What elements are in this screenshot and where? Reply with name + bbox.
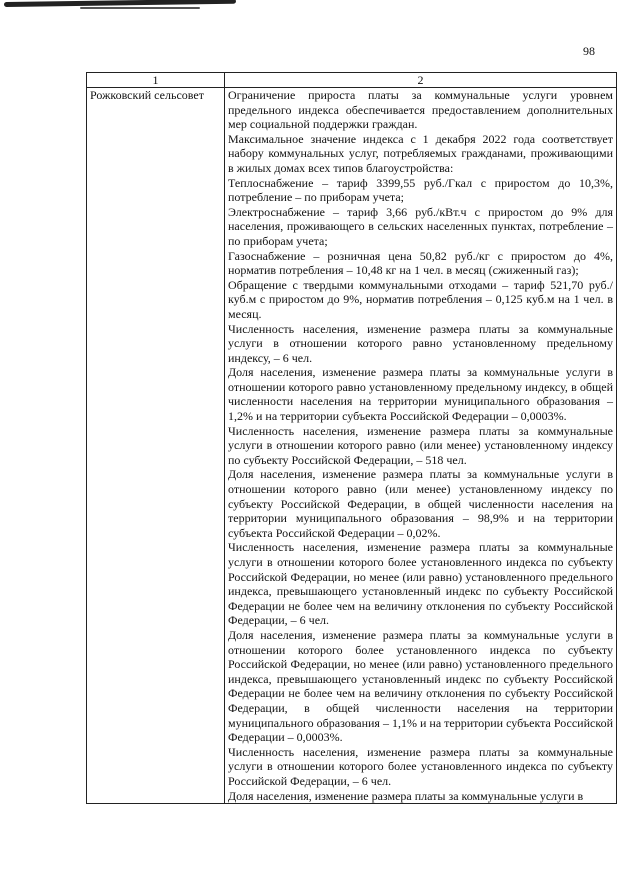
- paragraph-heat: Теплоснабжение – тариф 3399,55 руб./Гкал с приростом до 10,3%, потребление – по приборам учета;: [228, 175, 613, 205]
- paragraph-waste: Обращение с твердыми коммунальными отходами – тариф 521,70 руб./куб.м с приростом до 9%, норматив потребления – 0,125 куб.м на 1 чел. в месяц.: [228, 277, 613, 321]
- paragraph-share-more: Доля населения, изменение размера платы за коммунальные услуги в: [228, 788, 584, 803]
- paragraph-electricity: Электроснабжение – тариф 3,66 руб./кВт.ч с приростом до 9% для населения, проживающего в сельских населенных пунктах, потребление – по приборам учета;: [228, 204, 613, 248]
- paragraph-max-index: Максимальное значение индекса с 1 декабря 2022 года соответствует набору коммунальных услуг, потребляемых гражданами, проживающими в жилых домах всех типов благоустройства:: [228, 131, 613, 175]
- table-row: [87, 88, 617, 804]
- content-cell: [225, 88, 617, 804]
- paragraph-limit: Ограничение прироста платы за коммунальные услуги уровнем предельного индекса обеспечивается предоставлением дополнительных мер социальной поддержки граждан.: [228, 88, 613, 132]
- page-number: 98: [583, 44, 595, 58]
- paragraph-share-less: Доля населения, изменение размера платы за коммунальные услуги в отношении которого равно (или менее) установленному индексу по субъекту Российской Федерации, в общей численности населения на территории муниципального образования – 98,9% и на территории субъекта Российской Федерации – 0,02%.: [228, 467, 613, 540]
- table-header-row: [87, 73, 617, 88]
- paragraph-pop-more: Численность населения, изменение размера платы за коммунальные услуги в отношении которого более установленного индекса по субъекту Российской Федерации, – 6 чел.: [228, 744, 613, 788]
- scan-artifact-thin: [80, 7, 200, 9]
- region-name: Рожковский сельсовет: [87, 88, 225, 804]
- scan-artifact: [4, 0, 236, 7]
- paragraph-share-between: Доля населения, изменение размера платы за коммунальные услуги в отношении которого более установленного индекса по субъекту Российской Федерации, но менее (или равно) установленного предельного индекса, превышающего установленный индекс по субъекту Российской Федерации не более чем на величину отклонения по субъекту Российской Федерации, в общей численности населения на территории муниципального образования – 1,1% и на территории субъекта Российской Федерации – 0,0003%.: [228, 627, 613, 745]
- column-header-2: 2: [225, 73, 617, 88]
- paragraph-pop-between: Численность населения, изменение размера платы за коммунальные услуги в отношении которого более установленного индекса по субъекту Российской Федерации, но менее (или равно) установленного предельного индекса, превышающего установленный индекс по субъекту Российской Федерации не более чем на величину отклонения по субъекту Российской Федерации, – 6 чел.: [228, 540, 613, 628]
- paragraph-pop-less: Численность населения, изменение размера платы за коммунальные услуги в отношении которого равно (или менее) установленному индексу по субъекту Российской Федерации, – 518 чел.: [228, 423, 613, 467]
- document-table: [86, 72, 617, 804]
- column-header-1: 1: [87, 73, 225, 88]
- paragraph-share-equal: Доля населения, изменение размера платы за коммунальные услуги в отношении которого равно установленному предельному индексу, в общей численности населения на территории муниципального образования – 1,2% и на территории субъекта Российской Федерации – 0,0003%.: [228, 365, 613, 424]
- paragraph-gas: Газоснабжение – розничная цена 50,82 руб./кг с приростом до 4%, норматив потребления – 10,48 кг на 1 чел. в месяц (сжиженный газ);: [228, 248, 613, 278]
- paragraph-pop-equal: Численность населения, изменение размера платы за коммунальные услуги в отношении которого равно установленному предельному индексу, – 6 чел.: [228, 321, 613, 365]
